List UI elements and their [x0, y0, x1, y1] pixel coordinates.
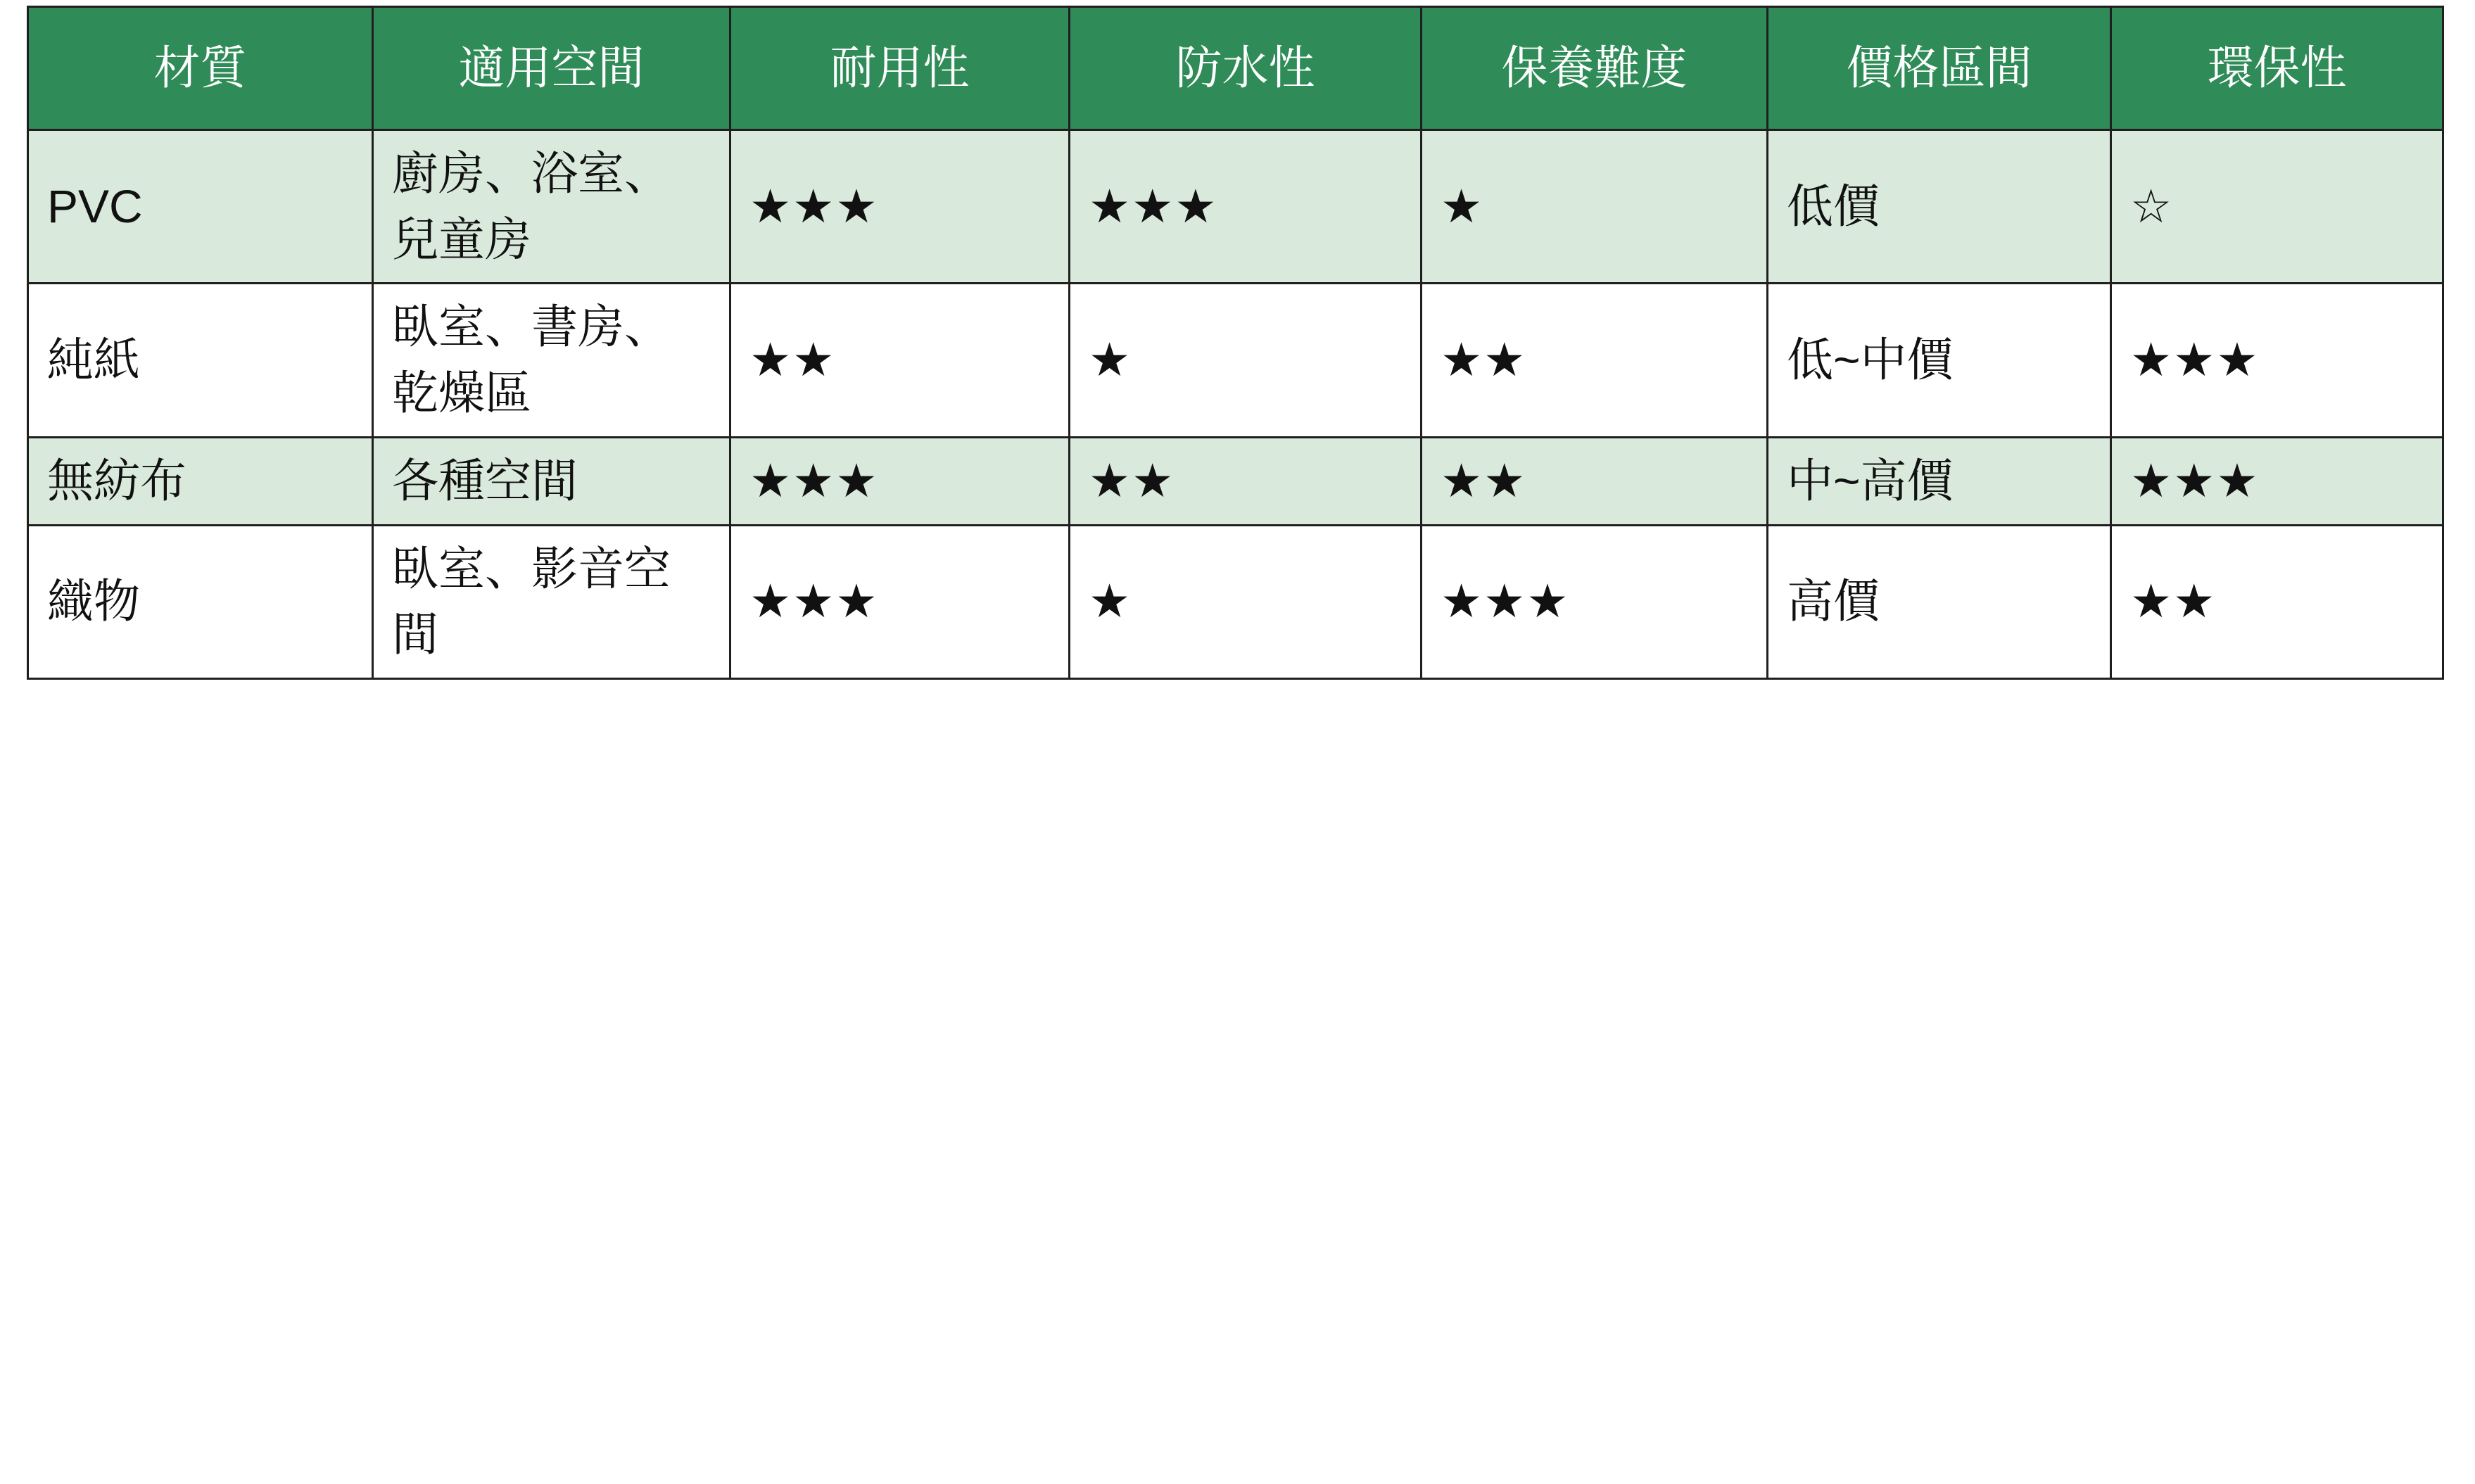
cell-material: PVC [28, 130, 373, 284]
cell-material: 無紡布 [28, 437, 373, 525]
cell-price: 高價 [1768, 525, 2111, 678]
wallpaper-material-comparison-table [27, 6, 2444, 680]
cell-space: 廚房、浴室、兒童房 [373, 130, 730, 284]
column-header-eco: 環保性 [2111, 7, 2443, 130]
cell-eco: ★★ [2111, 525, 2443, 678]
column-header-durability: 耐用性 [730, 7, 1070, 130]
table-row [28, 130, 2443, 284]
cell-material: 織物 [28, 525, 373, 678]
cell-eco: ★★★ [2111, 284, 2443, 437]
cell-space: 臥室、書房、乾燥區 [373, 284, 730, 437]
table-row [28, 284, 2443, 437]
table-row [28, 525, 2443, 678]
cell-price: 低價 [1768, 130, 2111, 284]
cell-material: 純紙 [28, 284, 373, 437]
cell-eco: ★★★ [2111, 437, 2443, 525]
column-header-space: 適用空間 [373, 7, 730, 130]
cell-maintenance: ★★★ [1422, 525, 1768, 678]
cell-maintenance: ★ [1422, 130, 1768, 284]
cell-space: 各種空間 [373, 437, 730, 525]
cell-eco: ☆ [2111, 130, 2443, 284]
cell-price: 中~高價 [1768, 437, 2111, 525]
cell-maintenance: ★★ [1422, 284, 1768, 437]
table-row [28, 437, 2443, 525]
column-header-material: 材質 [28, 7, 373, 130]
cell-waterproof: ★★ [1070, 437, 1422, 525]
cell-waterproof: ★ [1070, 525, 1422, 678]
cell-price: 低~中價 [1768, 284, 2111, 437]
table-header [28, 7, 2443, 130]
header-row [28, 7, 2443, 130]
column-header-waterproof: 防水性 [1070, 7, 1422, 130]
cell-maintenance: ★★ [1422, 437, 1768, 525]
column-header-maintenance: 保養難度 [1422, 7, 1768, 130]
cell-durability: ★★★ [730, 437, 1070, 525]
table-body [28, 130, 2443, 679]
cell-durability: ★★★ [730, 525, 1070, 678]
cell-waterproof: ★ [1070, 284, 1422, 437]
column-header-price: 價格區間 [1768, 7, 2111, 130]
cell-durability: ★★★ [730, 130, 1070, 284]
cell-space: 臥室、影音空間 [373, 525, 730, 678]
cell-waterproof: ★★★ [1070, 130, 1422, 284]
cell-durability: ★★ [730, 284, 1070, 437]
